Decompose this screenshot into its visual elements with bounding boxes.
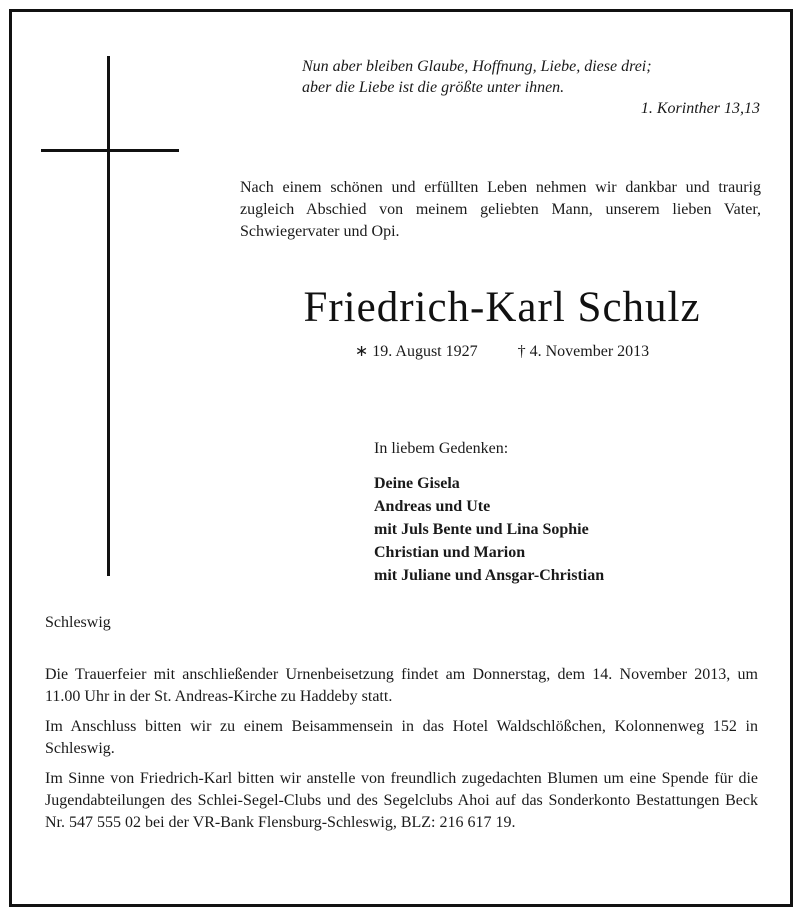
mourner-item: Deine Gisela [374,475,460,492]
deceased-name: Friedrich-Karl Schulz [303,284,701,331]
mourners-list [374,472,604,587]
intro-text: Nach einem schönen und erfüllten Leben nehmen wir dankbar und traurig zugleich Abschied von meinem geliebten Mann, unserem lieben Vater, Schwiegervater und Opi. [240,179,761,240]
quote-line-1: Nun aber bleiben Glaube, Hoffnung, Liebe, diese drei; [302,58,652,75]
quote-line-2: aber die Liebe ist die größte unter ihnen. [302,79,565,96]
birth-date: ∗ 19. August 1927 [354,343,478,360]
place-name: Schleswig [45,614,111,631]
gathering-notice: Im Anschluss bitten wir zu einem Beisammensein in das Hotel Waldschlößchen, Kolonnenweg 152 in Schleswig. [45,718,758,757]
life-dates [242,342,762,362]
mourner-item: mit Juls Bente und Lina Sophie [374,521,589,538]
death-date: † 4. November 2013 [517,343,650,360]
mourner-item: Christian und Marion [374,544,526,561]
mourner-item: mit Juliane und Ansgar-Christian [374,567,605,584]
cross-icon [107,56,110,576]
bible-quote [302,56,760,119]
memory-heading: In liebem Gedenken: [374,440,509,457]
mourner-item: Andreas und Ute [374,498,491,515]
quote-reference: 1. Korinther 13,13 [640,100,760,117]
cross-icon-bar [41,149,179,152]
obituary-frame [9,9,793,907]
notices [45,664,758,842]
donation-notice: Im Sinne von Friedrich-Karl bitten wir anstelle von freundlich zugedachten Blumen um eine Spende für die Jugendabteilungen des Schlei-Segel-Clubs und des Segelclubs Ahoi auf das Sonderkonto Bestattungen Beck Nr. 547 555 02 bei der VR-Bank Flensburg-Schleswig, BLZ: 216 617 19. [45,770,758,831]
funeral-notice: Die Trauerfeier mit anschließender Urnenbeisetzung findet am Donnerstag, dem 14. November 2013, um 11.00 Uhr in der St. Andreas-Kirche zu Haddeby statt. [45,666,758,705]
